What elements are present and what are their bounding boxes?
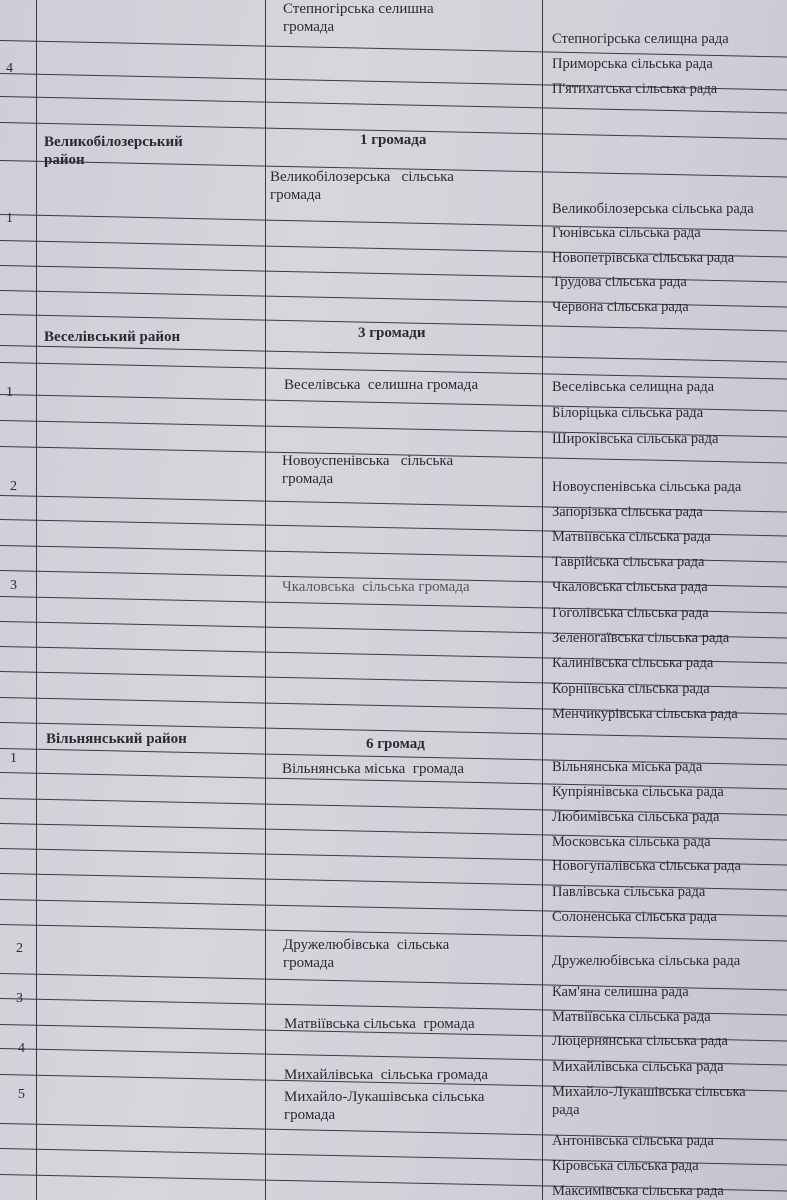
council-cell: Кам'яна селишна рада	[552, 984, 689, 1000]
council-cell: Широківська сільська рада	[552, 431, 719, 447]
row-number: 2	[10, 479, 17, 494]
community-cell: Веселівська селишна громада	[284, 377, 479, 393]
council-cell: Білоріцька сільська рада	[552, 405, 704, 421]
council-cell: Запорізька сільська рада	[552, 504, 703, 520]
council-cell: Вільнянська міська рада	[552, 759, 703, 775]
council-cell: Таврійська сільська рада	[552, 554, 705, 570]
council-cell: П'ятихатська сільська рада	[552, 81, 718, 97]
community-count: 6 громад	[366, 736, 425, 752]
council-cell: Матвіївська сільська рада	[552, 529, 711, 545]
council-cell: Люцернянська сільська рада	[552, 1033, 728, 1049]
district-cell: Вільнянський район	[46, 731, 187, 747]
community-cell: Вільнянська міська громада	[282, 761, 464, 777]
row-number: 1	[6, 211, 13, 226]
community-cell: Михайло-Лукашівська сільська громада	[284, 1089, 485, 1123]
community-cell: Степногірська селишна громада	[283, 1, 434, 35]
council-cell: Максимівська сільська рада	[552, 1183, 724, 1199]
council-cell: Гюнівська сільська рада	[552, 225, 701, 241]
column-rule-right	[542, 0, 543, 1200]
council-cell: Михайло-Лукашівська сільська рада	[552, 1084, 746, 1118]
council-cell: Новопетрівська сільська рада	[552, 250, 735, 266]
row-number: 1	[6, 385, 13, 400]
community-count: 1 громада	[360, 132, 427, 148]
row-number: 3	[16, 991, 23, 1006]
column-rule-middle	[265, 0, 266, 1200]
council-cell: Менчикурівська сільська рада	[552, 706, 738, 722]
council-cell: Червона сільська рада	[552, 299, 689, 315]
row-number: 4	[6, 61, 13, 76]
community-cell: Новоуспенівська сільська громада	[282, 453, 454, 487]
council-cell: Дружелюбівська сільська рада	[552, 953, 741, 969]
row-number: 2	[16, 941, 23, 956]
community-cell: Дружелюбівська сільська громада	[283, 937, 450, 971]
district-cell: Великобілозерський район	[44, 134, 183, 168]
council-cell: Гоголівська сільська рада	[552, 605, 709, 621]
council-cell: Любимівська сільська рада	[552, 809, 720, 825]
council-cell: Матвіївська сільська рада	[552, 1009, 711, 1025]
row-number: 3	[10, 578, 17, 593]
council-cell: Великобілозерська сільська рада	[552, 201, 754, 217]
council-cell: Степногірська селищна рада	[552, 31, 729, 47]
community-count: 3 громади	[358, 325, 426, 341]
community-cell: Матвіївська сільська громада	[284, 1016, 475, 1032]
council-cell: Павлівська сільська рада	[552, 884, 706, 900]
council-cell: Кіровська сільська рада	[552, 1158, 699, 1174]
council-cell: Михайлівська сільська рада	[552, 1059, 724, 1075]
community-cell: Михайлівська сільська громада	[284, 1067, 489, 1083]
column-rule-left	[36, 0, 37, 1200]
community-cell: Чкаловська сільська громада	[282, 579, 470, 595]
council-cell: Солоненська сільська рада	[552, 909, 717, 925]
council-cell: Зеленогаївська сільська рада	[552, 630, 730, 646]
council-cell: Чкаловська сільська рада	[552, 579, 708, 595]
row-rule	[0, 96, 787, 114]
row-number: 4	[18, 1041, 25, 1056]
row-number: 1	[10, 751, 17, 766]
council-cell: Новогупалівська сільська рада	[552, 858, 741, 874]
council-cell: Веселівська селищна рада	[552, 379, 715, 395]
council-cell: Новоуспенівська сільська рада	[552, 479, 742, 495]
row-rule	[0, 345, 787, 363]
council-cell: Московська сільська рада	[552, 834, 711, 850]
council-cell: Корніївська сільська рада	[552, 681, 710, 697]
council-cell: Калинівська сільська рада	[552, 655, 714, 671]
row-number: 5	[18, 1087, 25, 1102]
council-cell: Трудова сільська рада	[552, 274, 687, 290]
council-cell: Купріянівська сільська рада	[552, 784, 724, 800]
council-cell: Антонівська сільська рада	[552, 1133, 714, 1149]
community-cell: Великобілозерська сільська громада	[270, 169, 454, 203]
district-cell: Веселівський район	[44, 329, 181, 345]
council-cell: Приморська сільська рада	[552, 56, 713, 72]
